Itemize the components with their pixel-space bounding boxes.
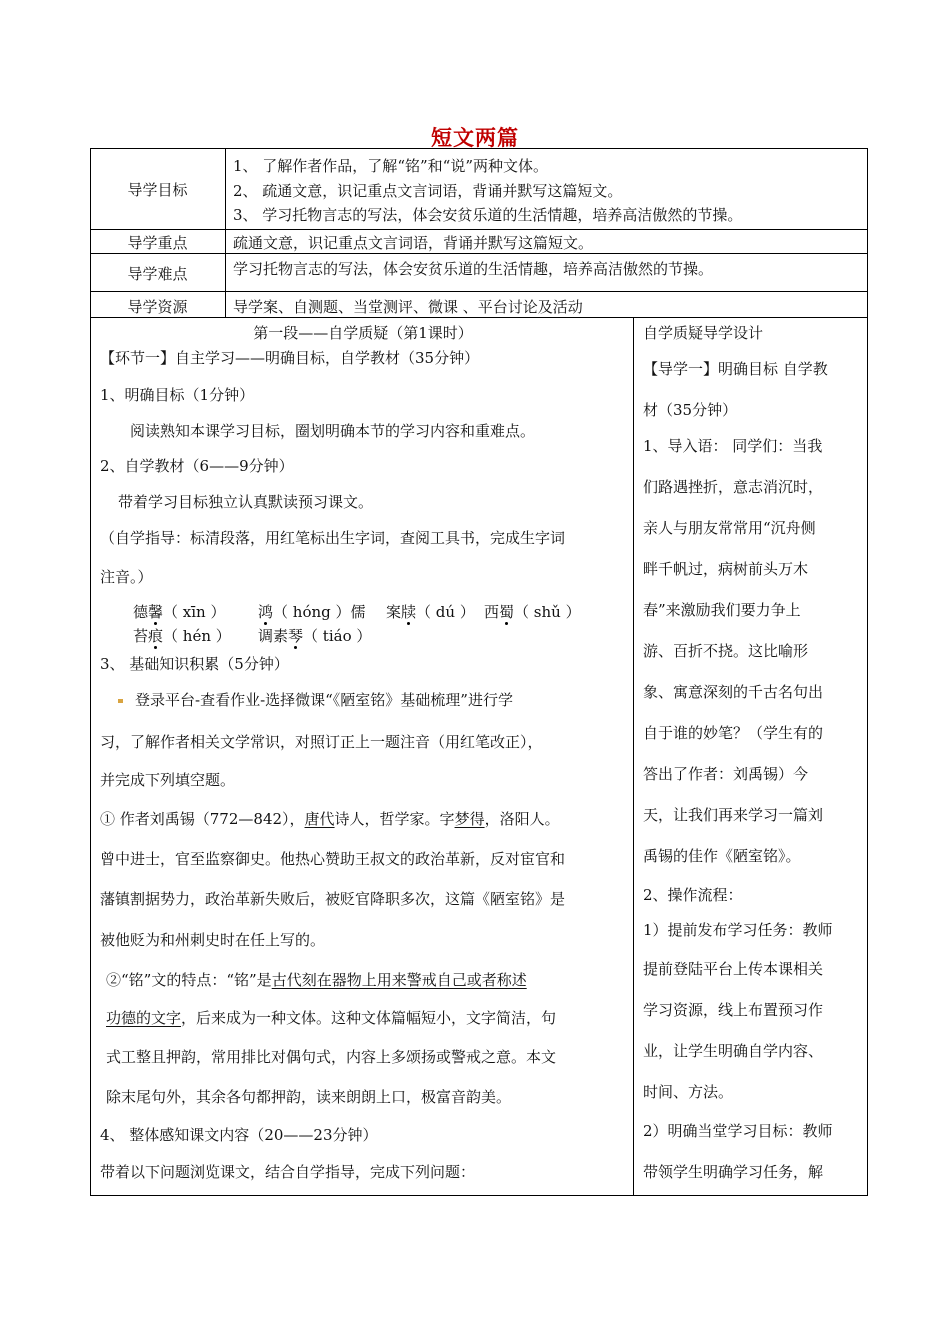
page-title: 短文两篇 — [431, 125, 519, 150]
fill-item: 功德的文字，后来成为一种文体。这种文体篇幅短小，文字简洁，句 — [106, 1009, 557, 1027]
right-line: 象、寓意深刻的千古名句出 — [643, 683, 824, 701]
right-line: 们路遇挫折，意志消沉时， — [643, 478, 824, 496]
right-line: 禹锡的佳作《陋室铭》。 — [643, 847, 801, 865]
right-line: 天，让我们再来学习一篇刘 — [643, 806, 824, 824]
goal-item: 1、 了解作者作品，了解“铭”和“说”两种文体。 — [233, 157, 548, 175]
resources-text: 导学案、自测题、当堂测评、微课 、平台讨论及活动 — [233, 298, 583, 316]
step-text: 并完成下列填空题。 — [100, 771, 236, 789]
right-line: 游、百折不挠。这比喻形 — [643, 642, 809, 660]
focus-text: 疏通文意，识记重点文言词语，背诵并默写这篇短文。 — [233, 234, 594, 252]
right-line: 畔千帆过，病树前头万木 — [643, 560, 809, 578]
fill-item: ②“铭”文的特点：“铭”是古代刻在器物上用来警戒自己或者称述 — [106, 971, 527, 989]
section-title: 第一段——自学质疑（第1课时） — [253, 324, 473, 342]
pinyin-word: 西蜀（ shǔ ） — [484, 603, 581, 621]
pinyin-word: 苔痕（ hén ） — [133, 627, 231, 645]
goal-item: 2、 疏通文意，识记重点文言词语，背诵并默写这篇短文。 — [233, 182, 623, 200]
right-line: 带领学生明确学习任务，解 — [643, 1163, 824, 1181]
right-line: 2）明确当堂学习目标：教师 — [643, 1122, 833, 1140]
right-line: 2、操作流程： — [643, 886, 743, 904]
right-line: 材（35分钟） — [643, 401, 738, 419]
pinyin-word: 德馨（ xīn ） — [133, 603, 226, 621]
right-line: 时间、方法。 — [643, 1083, 734, 1101]
right-line: 提前登陆平台上传本课相关 — [643, 960, 824, 978]
guide-text: 注音。） — [100, 568, 153, 586]
fill-item: 式工整且押韵，常用排比对偶句式，内容上多颂扬或警戒之意。本文 — [106, 1048, 557, 1066]
right-line: 学习资源，线上布置预习作 — [643, 1001, 824, 1019]
right-line: 春”来激励我们要力争上 — [643, 601, 801, 619]
goal-item: 3、 学习托物言志的写法，体会安贫乐道的生活情趣，培养高洁傲然的节操。 — [233, 206, 743, 224]
guide-text: （自学指导：标清段落，用红笔标出生字词，查阅工具书，完成生字词 — [100, 529, 566, 547]
step-text: 登录平台-查看作业-选择微课“《陋室铭》基础梳理”进行学 — [118, 689, 513, 710]
pinyin-word: 案牍（ dú ） — [386, 603, 475, 621]
right-line: 1、导入语： 同学们：当我 — [643, 437, 823, 455]
step-text: 带着以下问题浏览课文，结合自学指导，完成下列问题： — [100, 1163, 476, 1181]
right-line: 亲人与朋友常常用“沉舟侧 — [643, 519, 816, 537]
right-line: 1）提前发布学习任务：教师 — [643, 921, 833, 939]
row-divider — [90, 253, 868, 254]
pinyin-word: 鸿（ hóng ）儒 — [258, 603, 366, 621]
step-heading: 3、 基础知识积累（5分钟） — [100, 655, 289, 673]
right-line: 答出了作者：刘禹锡）今 — [643, 765, 809, 783]
fill-item: 藩镇割据势力，政治革新失败后，被贬官降职多次，这篇《陋室铭》是 — [100, 890, 566, 908]
goals-label: 导学目标 — [127, 181, 188, 199]
step-text: 习，了解作者相关文学常识，对照订正上一题注音（用红笔改正）， — [100, 733, 543, 751]
difficulty-label: 导学难点 — [127, 265, 188, 283]
focus-label: 导学重点 — [127, 234, 188, 252]
row-divider — [90, 317, 868, 318]
right-line: 自于谁的妙笔？（学生有的 — [643, 724, 824, 742]
right-line: 【导学一】明确目标 自学教 — [643, 360, 828, 378]
resources-label: 导学资源 — [127, 298, 188, 316]
right-line: 业，让学生明确自学内容、 — [643, 1042, 824, 1060]
column-divider — [225, 148, 226, 317]
link-heading: 【环节一】自主学习——明确目标，自学教材（35分钟） — [100, 349, 480, 367]
step-text: 带着学习目标独立认真默读预习课文。 — [118, 493, 374, 511]
row-divider — [90, 229, 868, 230]
step-heading: 1、明确目标（1分钟） — [100, 386, 255, 404]
row-divider — [90, 291, 868, 292]
step-text: 阅读熟知本课学习目标，圈划明确本节的学习内容和重难点。 — [130, 422, 536, 440]
column-divider — [633, 317, 634, 1196]
fill-item: 除末尾句外，其余各句都押韵，读来朗朗上口，极富音韵美。 — [106, 1088, 512, 1106]
fill-item: 曾中进士，官至监察御史。他热心赞助王叔文的政治革新，反对宦官和 — [100, 850, 566, 868]
difficulty-text: 学习托物言志的写法，体会安贫乐道的生活情趣，培养高洁傲然的节操。 — [233, 260, 714, 278]
fill-item: ① 作者刘禹锡（772—842），唐代诗人，哲学家。字梦得，洛阳人。 — [100, 810, 560, 828]
step-heading: 4、 整体感知课文内容（20——23分钟） — [100, 1126, 378, 1144]
pinyin-word: 调素琴（ tiáo ） — [258, 627, 372, 645]
step-heading: 2、自学教材（6——9分钟） — [100, 457, 294, 475]
fill-item: 被他贬为和州刺史时在任上写的。 — [100, 931, 326, 949]
bullet-icon — [118, 699, 123, 703]
right-column-title: 自学质疑导学设计 — [643, 324, 764, 342]
